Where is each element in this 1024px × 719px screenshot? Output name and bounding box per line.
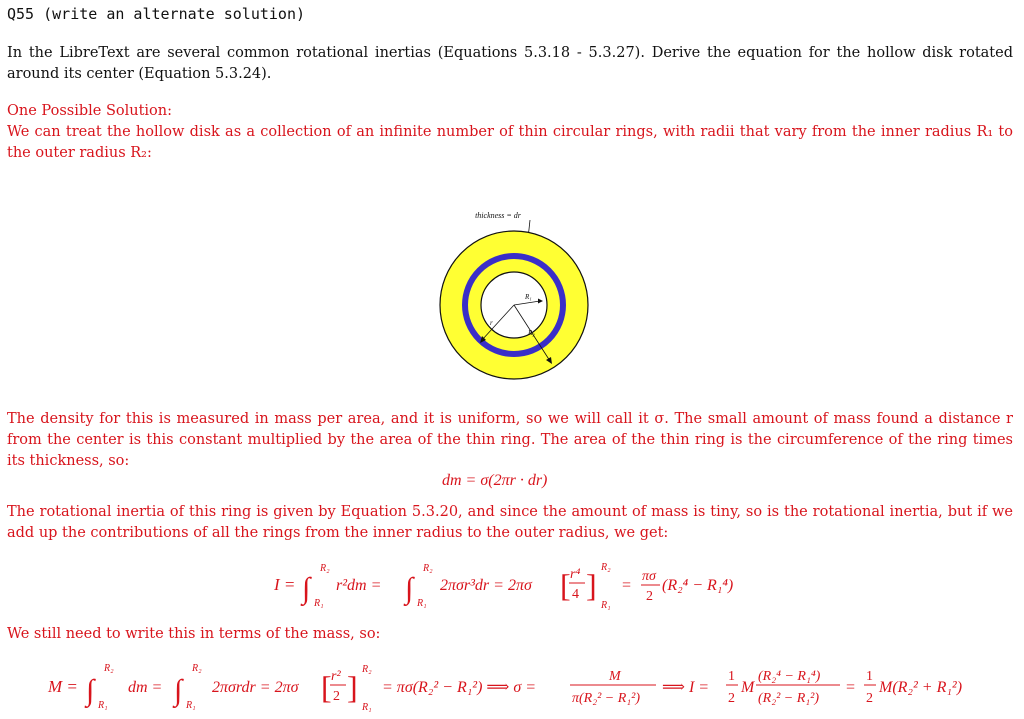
eq2-bracket-lower: R₁ bbox=[362, 702, 372, 713]
eq2-half2-num: 1 bbox=[866, 669, 873, 684]
eq1-lower-2: R₁ bbox=[417, 598, 427, 609]
solution-intro: We can treat the hollow disk as a collection of an infinite number of thin circular rings, with radii that vary from the inner radius R₁ to the outer radius R₂: bbox=[7, 124, 1013, 161]
eq2-implies: ⟹ I = bbox=[662, 679, 710, 696]
mass-equation bbox=[44, 656, 980, 718]
eq2-half2-den: 2 bbox=[866, 691, 873, 706]
eq2-bracket-upper: R₂ bbox=[362, 664, 372, 675]
eq2-integrand-2: 2πσrdr = 2πσ bbox=[212, 679, 299, 696]
eq2-half1-num: 1 bbox=[728, 669, 735, 684]
eq1-frac-den: 2 bbox=[646, 589, 653, 604]
eq1-integral-sign-1: ∫ bbox=[302, 572, 311, 605]
eq2-sigma-num: M bbox=[609, 669, 621, 684]
density-paragraph: The density for this is measured in mass per area, and it is uniform, so we will call it σ. The small amount of mass found a distance r from the center is this constant multiplied by the area of the thin ring. The area of the thin ring is the circumference of the ring times its thickness, so: bbox=[7, 411, 1013, 469]
eq2-equals: = bbox=[846, 679, 856, 696]
question-prompt: In the LibreText are several common rotational inertias (Equations 5.3.18 - 5.3.27). Derive the equation for the hollow disk rotated around its center (Equation 5.3.24). bbox=[7, 45, 1013, 82]
eq2-half1-den: 2 bbox=[728, 691, 735, 706]
eq2-bracket-right: ] bbox=[347, 669, 358, 705]
eq2-upper-1: R₂ bbox=[104, 663, 114, 674]
eq1-integrand-1: r²dm = bbox=[336, 577, 382, 594]
eq2-integral-sign-2: ∫ bbox=[174, 674, 183, 707]
eq2-lhs: M = bbox=[48, 677, 78, 696]
eq2-frac2-num: (R₂⁴ − R₁⁴) bbox=[758, 669, 821, 684]
eq2-lower-2: R₁ bbox=[186, 700, 196, 711]
eq1-bracket-upper: R₂ bbox=[601, 562, 611, 573]
eq1-bracket-den: 4 bbox=[572, 587, 579, 602]
mass-paragraph: We still need to write this in terms of the mass, so: bbox=[7, 626, 381, 642]
eq1-equals: = bbox=[622, 577, 632, 594]
eq1-lhs: I = bbox=[274, 575, 296, 594]
eq1-integral-sign-2: ∫ bbox=[405, 572, 414, 605]
eq1-frac-num: πσ bbox=[642, 569, 656, 584]
eq1-integrand-2: 2πσr³dr = 2πσ bbox=[440, 577, 532, 594]
eq1-bracket-lower: R₁ bbox=[601, 600, 611, 611]
thickness-label: thickness = dr bbox=[475, 211, 521, 220]
eq2-m-symbol: M bbox=[741, 679, 755, 696]
eq2-bracket-left: [ bbox=[321, 669, 332, 705]
eq2-final-result: M(R₂² + R₁²) bbox=[879, 679, 963, 696]
inertia-equation bbox=[270, 556, 760, 616]
eq2-lower-1: R₁ bbox=[98, 700, 108, 711]
question-title: Q55 (write an alternate solution) bbox=[7, 5, 306, 23]
hollow-disk-figure bbox=[430, 205, 600, 400]
eq2-bracket-num: r² bbox=[331, 669, 341, 684]
eq1-lower-1: R₁ bbox=[314, 598, 324, 609]
eq1-upper-1: R₂ bbox=[320, 563, 330, 574]
eq2-integral-sign-1: ∫ bbox=[86, 674, 95, 707]
eq1-bracket-left: [ bbox=[560, 567, 571, 603]
dm-equation: dm = σ(2πr · dr) bbox=[442, 472, 548, 489]
eq2-sigma-den: π(R₂² − R₁²) bbox=[572, 691, 641, 706]
r2-label: R₂ bbox=[528, 329, 535, 337]
eq1-bracket-num: r⁴ bbox=[570, 567, 581, 582]
solution-heading: One Possible Solution: bbox=[7, 103, 173, 119]
inertia-paragraph: The rotational inertia of this ring is given by Equation 5.3.20, and since the amount of mass is tiny, so is the rotational inertia, but if we add up the contributions of all the rings from the inner radius to the outer radius, we get: bbox=[7, 504, 1013, 541]
r-label: r bbox=[490, 319, 493, 327]
eq2-integrand-1: dm = bbox=[128, 679, 163, 696]
eq2-sigma-derivation: = πσ(R₂² − R₁²) ⟹ σ = bbox=[382, 679, 537, 696]
eq2-bracket-den: 2 bbox=[333, 689, 340, 704]
eq2-frac2-den: (R₂² − R₁²) bbox=[758, 691, 820, 706]
eq1-result: (R₂⁴ − R₁⁴) bbox=[662, 577, 734, 594]
eq2-upper-2: R₂ bbox=[192, 663, 202, 674]
r1-label: R₁ bbox=[525, 293, 532, 301]
eq1-upper-2: R₂ bbox=[423, 563, 433, 574]
eq1-bracket-right: ] bbox=[586, 567, 597, 603]
